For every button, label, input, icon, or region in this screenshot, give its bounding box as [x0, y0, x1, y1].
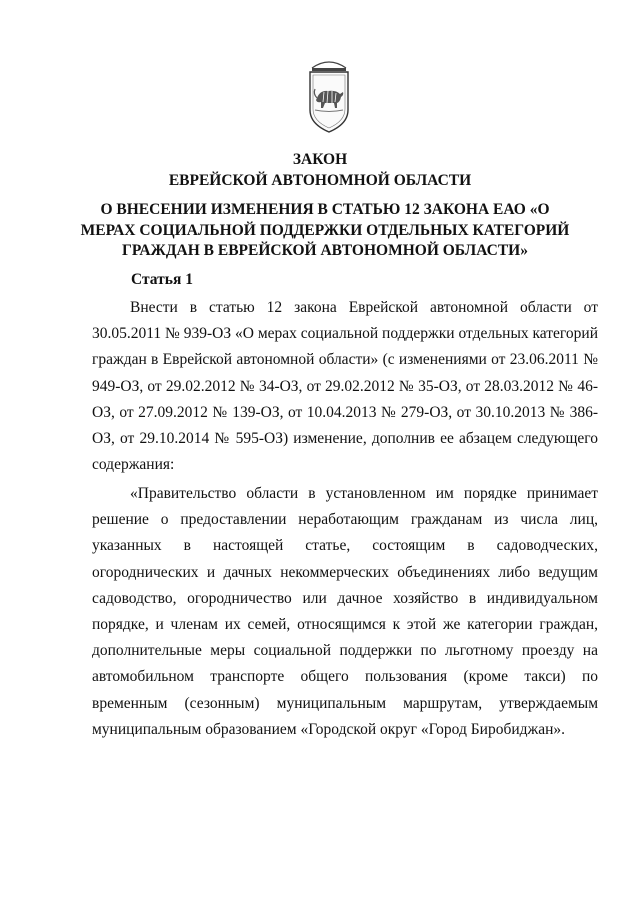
- law-subject-title: О ВНЕСЕНИИ ИЗМЕНЕНИЯ В СТАТЬЮ 12 ЗАКОНА ЕАО «О МЕРАХ СОЦИАЛЬНОЙ ПОДДЕРЖКИ ОТДЕЛЬНЫХ КАТЕГОРИЙ ГРАЖДАН В ЕВРЕЙСКОЙ АВТОНОМНОЙ ОБЛАСТИ»: [80, 201, 570, 259]
- region-name: ЕВРЕЙСКОЙ АВТОНОМНОЙ ОБЛАСТИ: [168, 172, 472, 189]
- law-label: ЗАКОН: [292, 151, 348, 168]
- article-heading: Статья 1: [131, 271, 193, 288]
- coat-of-arms-tiger-icon: [304, 58, 354, 136]
- article-paragraph-1: Внести в статью 12 закона Еврейской автономной области от 30.05.2011 № 939-ОЗ «О мерах социальной поддержки отдельных категорий граждан в Еврейской автономной области» (с изменениями от 23.06.2011 № 949-ОЗ, от 29.02.2012 № 34-ОЗ, от 29.02.2012 № 35-ОЗ, от 28.03.2012 № 46-ОЗ, от 27.09.2012 № 139-ОЗ, от 10.04.2013 № 279-ОЗ, от 30.10.2013 № 386-ОЗ, от 29.10.2014 № 595-ОЗ) изменение, дополнив ее абзацем следующего содержания:: [92, 299, 598, 474]
- article-paragraph-2: «Правительство области в установленном им порядке принимает решение о предоставлении неработающим гражданам из числа лиц, указанных в настоящей статье, состоящим в садоводческих, огороднических и дачных некоммерческих объединениях либо ведущим садоводство, огородничество или дачное хозяйство в индивидуальном порядке, и членам их семей, относящимся к этой же категории граждан, дополнительные меры социальной поддержки по льготному проезду на автомобильном транспорте общего пользования (кроме такси) по временным (сезонным) муниципальным маршрутам, утверждаемым муниципальным образованием «Городской округ «Город Биробиджан».: [92, 485, 598, 738]
